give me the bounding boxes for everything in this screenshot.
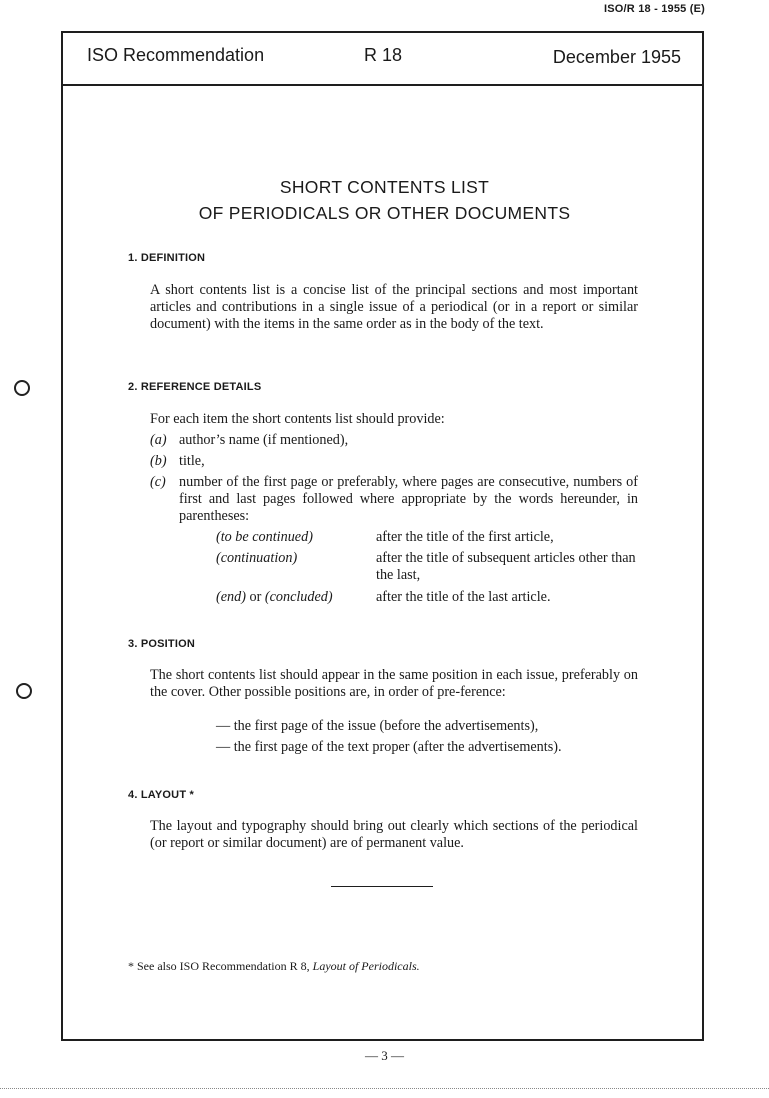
table-desc-subsequent-articles: after the title of subsequent articles other than the last, [376, 550, 636, 583]
item-a-label: (a) [150, 432, 167, 448]
definition-paragraph: A short contents list is a concise list of the principal sections and most important articles and contributions in a single issue of a periodical (or in a report or similar document) with the items in the same order as in the body of the text. [150, 282, 638, 332]
header-date: December 1955 [552, 47, 681, 67]
footnote-prefix: * See also ISO Recommendation R 8, [128, 959, 310, 973]
scan-edge-line [0, 1088, 769, 1089]
position-bullet-2: — the first page of the text proper (after the advertisements). [216, 739, 562, 755]
layout-paragraph: The layout and typography should bring out clearly which sections of the periodical (or report or similar document) are of permanent value. [150, 818, 638, 851]
item-c-text: number of the first page or preferably, where pages are consecutive, numbers of first and last pages followed where appropriate by the words hereunder, in parentheses: [179, 474, 638, 524]
section-heading-reference-details: 2. REFERENCE DETAILS [128, 381, 262, 393]
table-desc-first-article: after the title of the first article, [376, 529, 554, 545]
title-line-1: SHORT CONTENTS LIST [279, 177, 490, 197]
separator-rule [331, 886, 433, 887]
punch-hole-bottom [16, 683, 32, 699]
section-heading-position: 3. POSITION [128, 638, 195, 650]
header-number: R 18 [364, 45, 403, 65]
term-concluded: (concluded) [264, 589, 333, 605]
header-series: ISO Recommendation [87, 45, 265, 65]
term-or: or [249, 589, 262, 605]
page-number: — 3 — [365, 1048, 404, 1063]
item-a-text: author’s name (if mentioned), [179, 432, 349, 448]
position-paragraph: The short contents list should appear in the same position in each issue, preferably on the cover. Other possible positions are, in order of pre-ference: [150, 667, 638, 700]
punch-hole-top [14, 380, 30, 396]
table-term-end-concluded [216, 589, 333, 606]
footnote-title: Layout of Periodicals. [312, 959, 420, 973]
table-term-to-be-continued: (to be continued) [216, 529, 313, 545]
section-heading-layout: 4. LAYOUT * [128, 789, 194, 801]
item-c-label: (c) [150, 474, 166, 490]
item-b-label: (b) [150, 453, 167, 469]
title-line-2: OF PERIODICALS OR OTHER DOCUMENTS [198, 203, 571, 223]
item-b-text: title, [179, 453, 205, 469]
footnote [128, 959, 420, 974]
table-term-continuation: (continuation) [216, 550, 298, 566]
document-code: ISO/R 18 - 1955 (E) [603, 3, 705, 15]
section-heading-definition: 1. DEFINITION [128, 252, 206, 264]
reference-intro: For each item the short contents list should provide: [150, 411, 445, 427]
position-bullet-1: — the first page of the issue (before the advertisements), [216, 718, 539, 734]
term-end: (end) [216, 589, 246, 605]
table-desc-last-article: after the title of the last article. [376, 589, 551, 605]
